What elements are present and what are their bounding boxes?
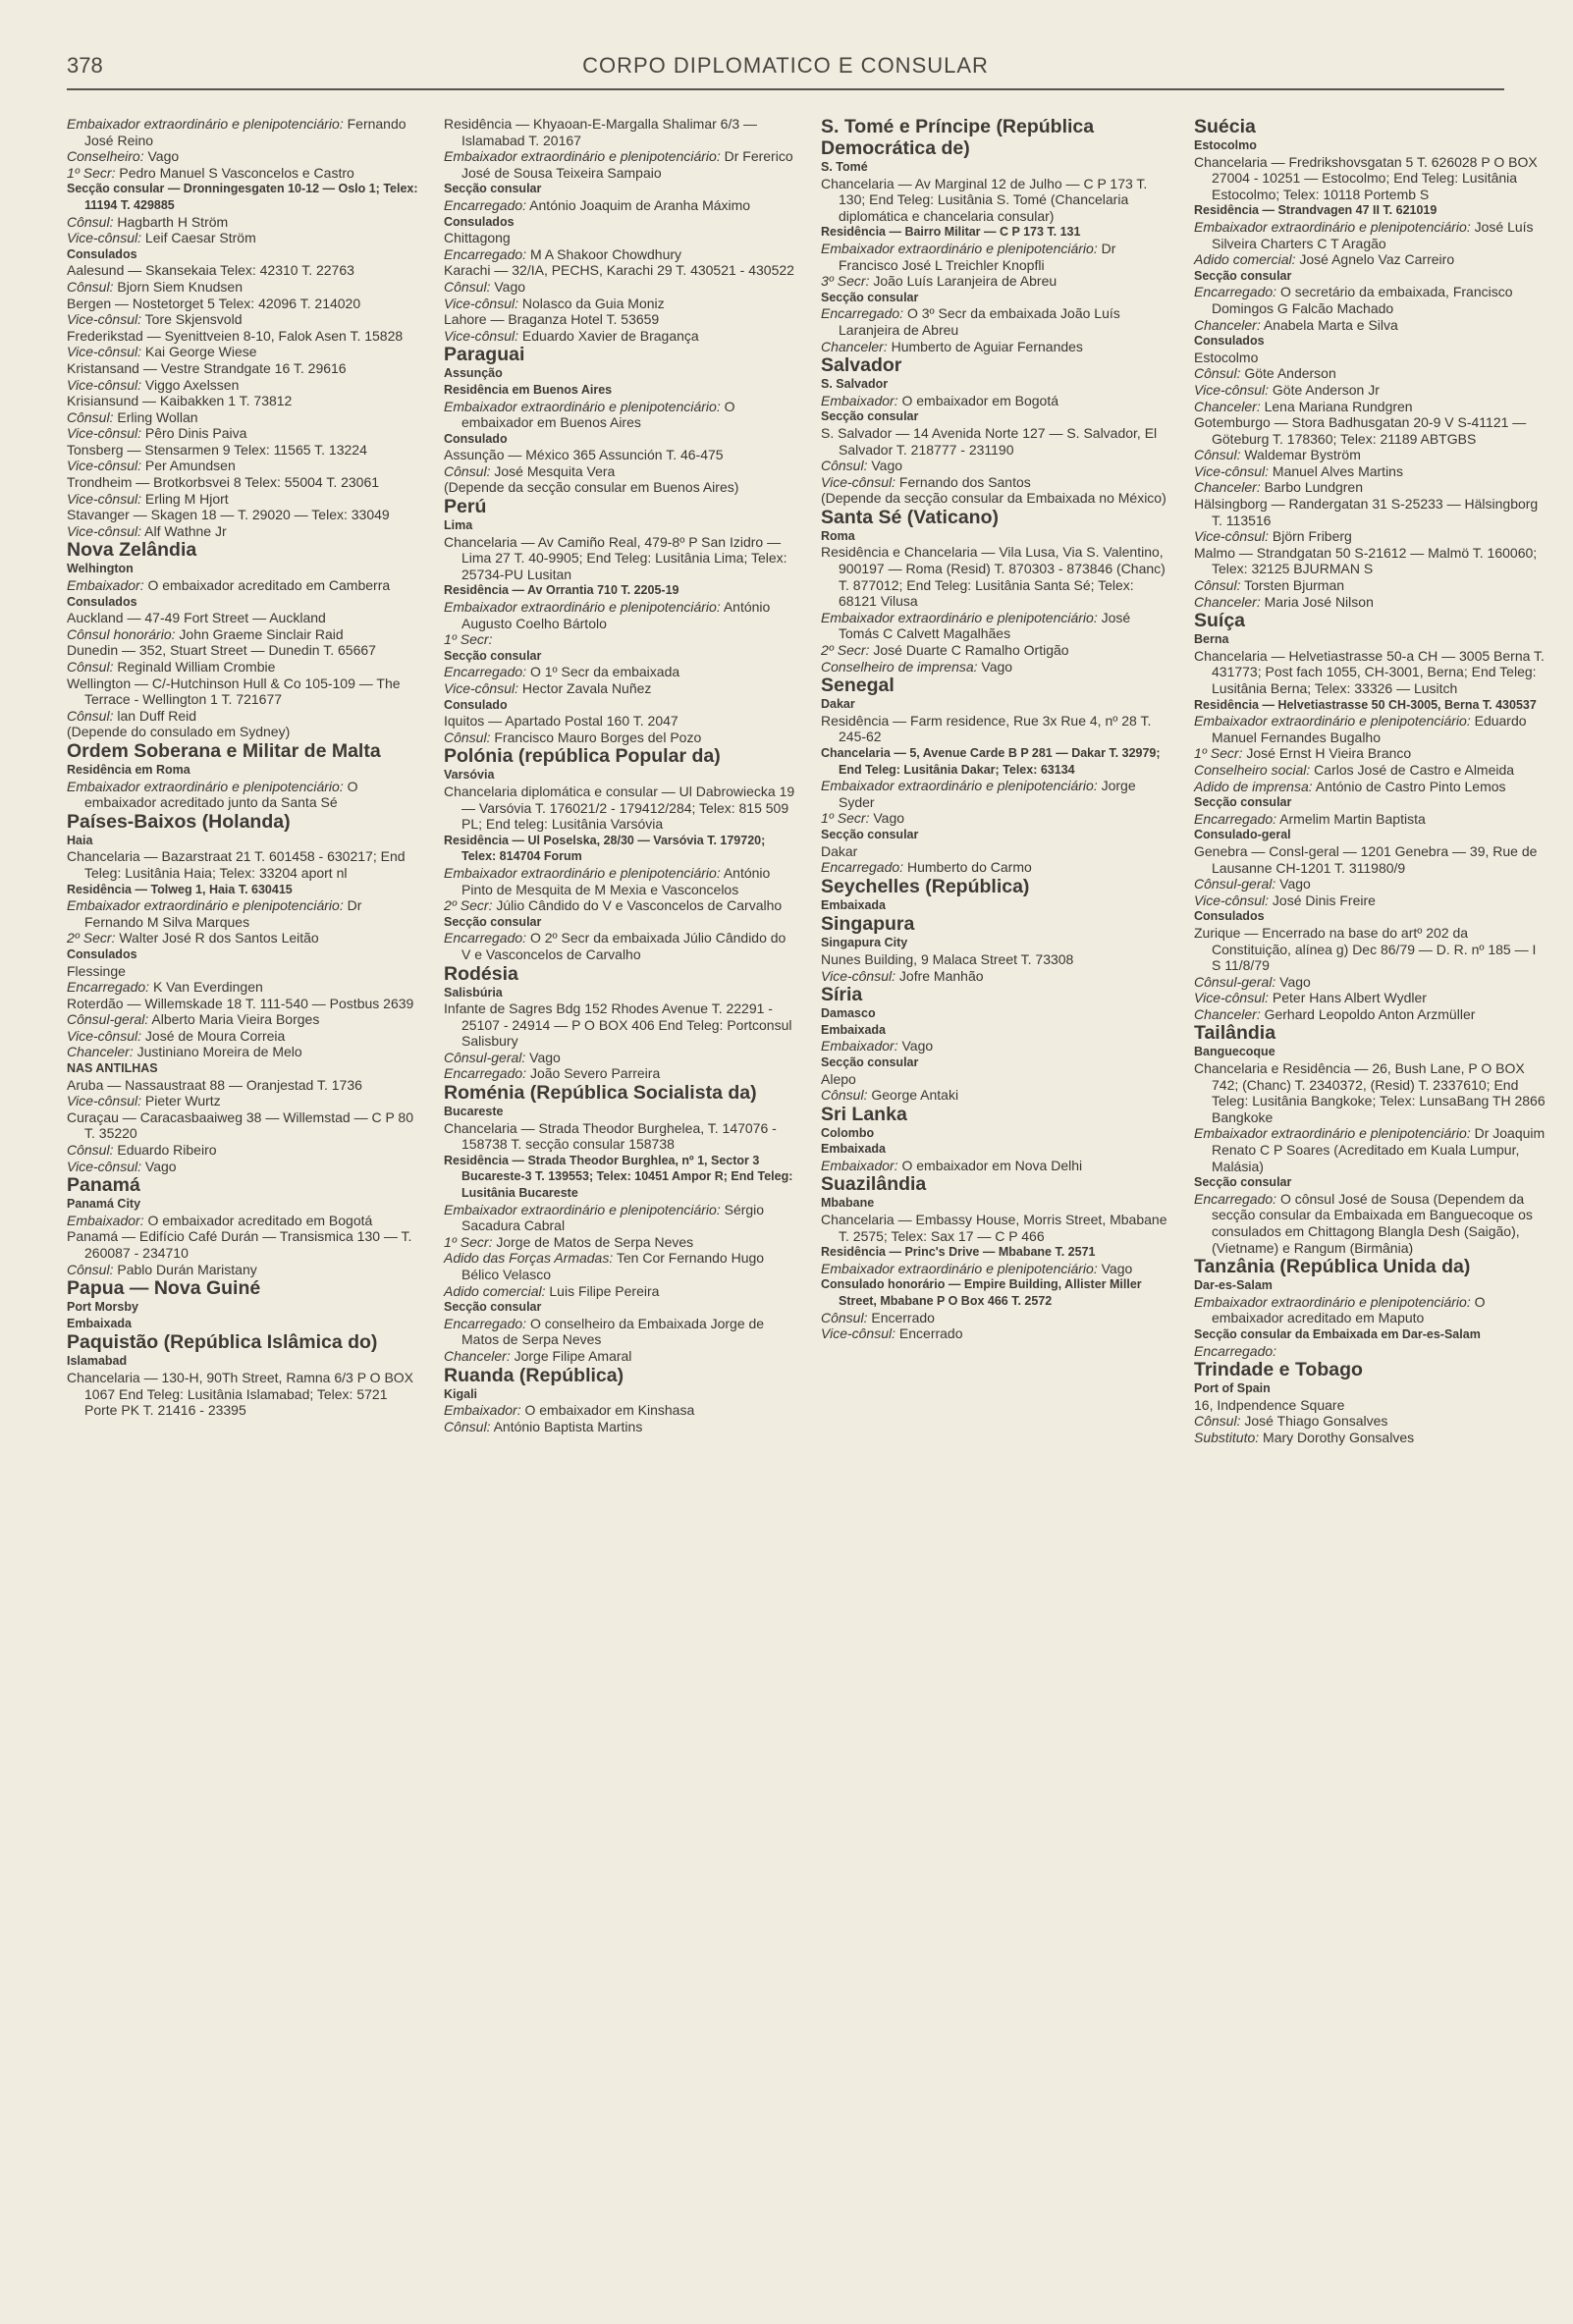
directory-entry: Cônsul-geral: Vago bbox=[444, 1049, 561, 1065]
directory-entry: Vice-cônsul: Jofre Manhão bbox=[821, 967, 984, 984]
city-heading: Varsóvia bbox=[444, 768, 495, 783]
directory-entry: Cônsul: Göte Anderson bbox=[1194, 365, 1336, 382]
directory-entry: Chanceler: Justiniano Moreira de Melo bbox=[67, 1044, 302, 1060]
directory-entry: Roterdão — Willemskade 18 T. 111-540 — Postbus 2639 bbox=[67, 995, 414, 1011]
directory-entry: Gotemburgo — Stora Badhusgatan 20-9 V S-41121 — Göteburg T. 178360; Telex: 21189 ABTGBS bbox=[1194, 414, 1527, 447]
section-heading: Residência — Ul Poselska, 28/30 — Varsóvia T. 179720; Telex: 814704 Forum bbox=[444, 833, 766, 864]
section-heading: Consulados bbox=[1194, 334, 1265, 349]
country-heading: Ordem Soberana e Militar de Malta bbox=[67, 739, 381, 762]
directory-entry: Embaixador extraordinário e plenipotenciário: José Tomás C Calvett Magalhães bbox=[821, 609, 1131, 642]
directory-entry: Embaixador: O embaixador acreditado em Camberra bbox=[67, 577, 391, 594]
directory-entry: Wellington — C/-Hutchinson Hull & Co 105-109 — The Terrace - Wellington 1 T. 721677 bbox=[67, 675, 401, 708]
directory-entry: Cônsul-geral: Alberto Maria Vieira Borges bbox=[67, 1011, 320, 1028]
directory-entry: Embaixador extraordinário e plenipotenciário: José Luís Silveira Charters C T Aragão bbox=[1194, 218, 1534, 251]
directory-entry: Encarregado: Humberto do Carmo bbox=[821, 859, 1032, 876]
directory-entry: Chanceler: Humberto de Aguiar Fernandes bbox=[821, 338, 1083, 354]
section-heading: Consulados bbox=[67, 946, 137, 961]
directory-entry: Vice-cônsul: Kai George Wiese bbox=[67, 344, 257, 360]
directory-entry: Encarregado: João Severo Parreira bbox=[444, 1065, 661, 1082]
directory-entry: Embaixador extraordinário e plenipotenciário: Jorge Syder bbox=[821, 778, 1136, 810]
directory-entry: Encarregado: O 3º Secr da embaixada João Luís Laranjeira de Abreu bbox=[821, 305, 1120, 338]
directory-entry: Chanceler: Lena Mariana Rundgren bbox=[1194, 398, 1413, 414]
directory-entry: Chancelaria diplomática e consular — Ul Dabrowiecka 19 — Varsóvia T. 176021/2 - 179412/284; Telex: 815 509 PL; End teleg: Lusitânia Varsóvia bbox=[444, 783, 795, 833]
directory-entry: Chancelaria — Embassy House, Morris Street, Mbabane T. 2575; Telex: Sax 17 — C P 466 bbox=[821, 1212, 1167, 1244]
city-heading: Haia bbox=[67, 833, 93, 847]
directory-entry: Conselheiro: Vago bbox=[67, 148, 180, 165]
directory-entry: Embaixador extraordinário e plenipotenciário: António Augusto Coelho Bártolo bbox=[444, 599, 771, 631]
section-heading: Residência — Tolweg 1, Haia T. 630415 bbox=[67, 882, 293, 896]
directory-entry: 2º Secr: Júlio Cândido do V e Vasconcelos de Carvalho bbox=[444, 897, 783, 914]
city-heading: Embaixada bbox=[67, 1316, 133, 1330]
city-heading: Islamabad bbox=[67, 1354, 128, 1369]
section-heading: Secção consular bbox=[1194, 1175, 1292, 1190]
directory-entry: Stavanger — Skagen 18 — T. 29020 — Telex: 33049 bbox=[67, 507, 390, 523]
directory-entry: Embaixador: O embaixador acreditado em Bogotá bbox=[67, 1212, 373, 1228]
directory-entry: Adido comercial: Luis Filipe Pereira bbox=[444, 1282, 660, 1299]
directory-entry: Cônsul: Erling Wollan bbox=[67, 408, 198, 425]
column-2 bbox=[444, 116, 795, 1434]
directory-entry: Chancelaria — Strada Theodor Burghelea, T. 147076 - 158738 T. secção consular 158738 bbox=[444, 1119, 777, 1153]
directory-entry: Nunes Building, 9 Malaca Street T. 73308 bbox=[821, 950, 1074, 967]
directory-entry: Aruba — Nassaustraat 88 — Oranjestad T. 1736 bbox=[67, 1076, 362, 1093]
directory-entry: Chanceler: Gerhard Leopoldo Anton Arzmüller bbox=[1194, 1005, 1476, 1022]
section-heading: Chancelaria — 5, Avenue Carde B P 281 — Dakar T. 32979; End Teleg: Lusitânia Dakar; Telex: 63134 bbox=[821, 746, 1161, 777]
directory-entry: Vice-cônsul: Manuel Alves Martins bbox=[1194, 462, 1403, 479]
country-heading: Sri Lanka bbox=[821, 1103, 907, 1125]
directory-entry: Cônsul: Encerrado bbox=[821, 1309, 935, 1325]
section-heading: Consulado-geral bbox=[1194, 828, 1291, 842]
running-title: CORPO DIPLOMATICO E CONSULAR bbox=[582, 53, 989, 78]
section-heading: Secção consular bbox=[1194, 268, 1292, 283]
city-heading: Embaixada bbox=[821, 897, 887, 912]
city-heading: Banguecoque bbox=[1194, 1045, 1275, 1059]
directory-entry: Lahore — Braganza Hotel T. 53659 bbox=[444, 311, 660, 328]
column-3 bbox=[821, 116, 1172, 1342]
directory-entry: Vice-cônsul: Peter Hans Albert Wydler bbox=[1194, 990, 1427, 1006]
section-heading: Secção consular bbox=[821, 827, 919, 841]
directory-entry: Vice-cônsul: Hector Zavala Nuñez bbox=[444, 680, 652, 696]
directory-entry: Substituto: Mary Dorothy Gonsalves bbox=[1194, 1429, 1415, 1445]
section-heading: Secção consular bbox=[444, 914, 542, 929]
country-heading: Perú bbox=[444, 496, 487, 518]
directory-entry: (Depende da secção consular da Embaixada no México) bbox=[821, 490, 1166, 507]
directory-entry: Dunedin — 352, Stuart Street — Dunedin T. 65667 bbox=[67, 642, 376, 659]
directory-entry: Embaixador extraordinário e plenipotenciário: Fernando José Reino bbox=[67, 116, 407, 148]
directory-entry: (Depende do consulado em Sydney) bbox=[67, 724, 291, 740]
directory-entry: Hälsingborg — Randergatan 31 S-25233 — Hälsingborg T. 113516 bbox=[1194, 496, 1539, 528]
directory-entry: Chancelaria — 130-H, 90Th Street, Ramna 6/3 P O BOX 1067 End Teleg: Lusitânia Islamabad; Telex: 5721 Porte PK T. 21416 - 23395 bbox=[67, 1369, 414, 1419]
directory-entry: (Depende da secção consular em Buenos Aires) bbox=[444, 479, 739, 496]
directory-entry: 1º Secr: Vago bbox=[821, 810, 905, 827]
directory-entry: Auckland — 47-49 Fort Street — Auckland bbox=[67, 610, 326, 626]
section-heading: Residência — Strada Theodor Burghlea, nº 1, Sector 3 Bucareste-3 T. 139553; Telex: 10451 Ampor R; End Teleg: Lusitânia Bucareste bbox=[444, 1153, 793, 1201]
directory-entry: Embaixador: Vago bbox=[821, 1038, 934, 1054]
directory-entry: 1º Secr: Jorge de Matos de Serpa Neves bbox=[444, 1233, 694, 1250]
city-heading: S. Salvador bbox=[821, 377, 889, 392]
directory-entry: Vice-cônsul: Encerrado bbox=[821, 1325, 963, 1342]
directory-entry: Vice-cônsul: José Dinis Freire bbox=[1194, 892, 1376, 908]
directory-entry: 2º Secr: José Duarte C Ramalho Ortigão bbox=[821, 642, 1069, 659]
directory-entry: Encarregado: O secretário da embaixada, Francisco Domingos G Falcão Machado bbox=[1194, 284, 1513, 316]
directory-entry: Cônsul: George Antaki bbox=[821, 1087, 959, 1104]
section-heading: Consulado honorário — Empire Building, Allister Miller Street, Mbabane P O Box 466 T. 2572 bbox=[821, 1277, 1142, 1309]
directory-entry: Cônsul honorário: John Graeme Sinclair Raid bbox=[67, 625, 344, 642]
country-heading: Singapura bbox=[821, 913, 915, 936]
directory-entry: 3º Secr: João Luís Laranjeira de Abreu bbox=[821, 273, 1058, 290]
directory-entry: Embaixador extraordinário e plenipotenciário: O embaixador em Buenos Aires bbox=[444, 398, 735, 431]
country-heading: Salvador bbox=[821, 354, 902, 377]
page-header bbox=[67, 49, 1504, 90]
directory-entry: Embaixador extraordinário e plenipotenciário: Eduardo Manuel Fernandes Bugalho bbox=[1194, 713, 1527, 745]
city-heading: Dakar bbox=[821, 697, 855, 712]
directory-entry: Vice-cônsul: Leif Caesar Ström bbox=[67, 230, 256, 246]
directory-entry: Residência — Farm residence, Rue 3x Rue 4, nº 28 T. 245-62 bbox=[821, 712, 1152, 745]
directory-entry: Cônsul: Eduardo Ribeiro bbox=[67, 1142, 217, 1159]
country-heading: Ruanda (República) bbox=[444, 1364, 624, 1386]
directory-entry: Vice-cônsul: Pieter Wurtz bbox=[67, 1093, 221, 1109]
section-heading: Consulado bbox=[444, 697, 508, 712]
section-heading: Residência — Bairro Militar — C P 173 T. 131 bbox=[821, 225, 1081, 240]
city-heading: Estocolmo bbox=[1194, 138, 1257, 152]
directory-entry: Encarregado: bbox=[1194, 1342, 1277, 1359]
directory-entry: Embaixador: O embaixador em Nova Delhi bbox=[821, 1157, 1083, 1173]
city-heading: Salisbúria bbox=[444, 985, 503, 1000]
country-heading: Seychelles (República) bbox=[821, 875, 1030, 897]
directory-entry: Encarregado: Armelim Martin Baptista bbox=[1194, 810, 1426, 827]
column-1 bbox=[67, 116, 418, 1419]
directory-entry: Curaçau — Caracasbaaiweg 38 — Willemstad — C P 80 T. 35220 bbox=[67, 1108, 414, 1142]
country-heading: Rodésia bbox=[444, 962, 518, 985]
directory-entry: Vice-cônsul: Eduardo Xavier de Bragança bbox=[444, 327, 699, 344]
section-heading: NAS ANTILHAS bbox=[67, 1061, 158, 1076]
section-heading: Secção consular bbox=[1194, 795, 1292, 810]
section-heading: Secção consular bbox=[444, 648, 542, 663]
city-heading: S. Tomé bbox=[821, 160, 868, 174]
directory-entry: Cônsul: Bjorn Siem Knudsen bbox=[67, 278, 243, 295]
directory-entry: Embaixador extraordinário e plenipotenciário: O embaixador acreditado em Maputo bbox=[1194, 1293, 1486, 1326]
directory-entry: Cônsul: Torsten Bjurman bbox=[1194, 577, 1345, 594]
directory-entry: Cônsul: Francisco Mauro Borges del Pozo bbox=[444, 729, 702, 745]
directory-entry: Zurique — Encerrado na base do artº 202 da Constituição, alínea g) Dec 86/79 — D. R. nº 185 — I S 11/8/79 bbox=[1194, 924, 1537, 974]
section-heading: Residência — Princ's Drive — Mbabane T. 2571 bbox=[821, 1245, 1096, 1260]
directory-entry: 16, Indpendence Square bbox=[1194, 1396, 1345, 1413]
section-heading: Consulado bbox=[444, 431, 508, 446]
directory-entry: Cônsul: Vago bbox=[821, 458, 903, 474]
directory-entry: Embaixador: O embaixador em Kinshasa bbox=[444, 1402, 695, 1419]
directory-entry: Vice-cônsul: Nolasco da Guia Moniz bbox=[444, 295, 665, 311]
directory-entry: Encarregado: O 1º Secr da embaixada bbox=[444, 664, 680, 680]
country-heading: Panamá bbox=[67, 1174, 140, 1197]
directory-entry: Conselheiro social: Carlos José de Castro e Almeida bbox=[1194, 761, 1515, 778]
directory-entry: 1º Secr: José Ernst H Vieira Branco bbox=[1194, 745, 1412, 762]
section-heading: Residência em Roma bbox=[67, 762, 190, 777]
city-heading: Kigali bbox=[444, 1386, 478, 1401]
directory-entry: Encarregado: O cônsul José de Sousa (Dependem da secção consular da Embaixada em Banguecoque os consulados em Chittagong Blangla Desh (Saigão), (Vietname) e Rangum (Birmânia) bbox=[1194, 1190, 1533, 1256]
directory-entry: Cônsul: Reginald William Crombie bbox=[67, 659, 276, 675]
directory-entry: Chittagong bbox=[444, 230, 511, 246]
directory-entry: Cônsul: Vago bbox=[444, 278, 526, 295]
directory-entry: Panamá — Edifício Café Durán — Transismica 130 — T. 260087 - 234710 bbox=[67, 1228, 412, 1261]
city-heading: Panamá City bbox=[67, 1197, 141, 1212]
directory-entry: Vice-cônsul: José de Moura Correia bbox=[67, 1027, 286, 1044]
country-heading: Senegal bbox=[821, 675, 895, 697]
directory-entry: Genebra — Consl-geral — 1201 Genebra — 39, Rue de Lausanne CH-1201 T. 311980/9 bbox=[1194, 842, 1538, 876]
directory-entry: Conselheiro de imprensa: Vago bbox=[821, 658, 1013, 675]
directory-entry: Residência e Chancelaria — Vila Lusa, Via S. Valentino, 900197 — Roma (Resid) T. 870303 - 873846 (Chanc) T. 877012; End Teleg: Lusitânia Santa Sé; Telex: 68121 Vilusa bbox=[821, 544, 1166, 610]
directory-entry: Malmo — Strandgatan 50 S-21612 — Malmö T. 160060; Telex: 32125 BJURMAN S bbox=[1194, 544, 1538, 577]
country-heading: Suíça bbox=[1194, 610, 1246, 632]
column-4 bbox=[1194, 116, 1546, 1446]
directory-entry: 2º Secr: Walter José R dos Santos Leitão bbox=[67, 930, 319, 946]
directory-entry: Encarregado: O conselheiro da Embaixada Jorge de Matos de Serpa Neves bbox=[444, 1315, 765, 1348]
directory-entry: Kristansand — Vestre Strandgate 16 T. 29616 bbox=[67, 359, 347, 376]
directory-entry: S. Salvador — 14 Avenida Norte 127 — S. Salvador, El Salvador T. 218777 - 231190 bbox=[821, 424, 1158, 458]
directory-entry: Chancelaria e Residência — 26, Bush Lane, P O BOX 742; (Chanc) T. 2340372, (Resid) T. 2337610; End Teleg: Lusitânia Bangkoke; Telex: LunsaBang TH 2866 Bangkoke bbox=[1194, 1060, 1546, 1125]
directory-entry: Embaixador extraordinário e plenipotenciário: Dr Joaquim Renato C P Soares (Acreditado em Kuala Lumpur, Malásia) bbox=[1194, 1125, 1546, 1174]
directory-entry: Embaixador extraordinário e plenipotenciário: Dr Fernando M Silva Marques bbox=[67, 897, 362, 930]
section-heading: Embaixada bbox=[821, 1142, 887, 1157]
country-heading: Paquistão (República Islâmica do) bbox=[67, 1331, 378, 1354]
section-heading: Secção consular bbox=[821, 1054, 919, 1069]
country-heading: Papua — Nova Guiné bbox=[67, 1277, 261, 1300]
directory-entry: Chanceler: Barbo Lundgren bbox=[1194, 479, 1364, 496]
directory-entry: Iquitos — Apartado Postal 160 T. 2047 bbox=[444, 713, 678, 730]
directory-entry: Chancelaria — Fredrikshovsgatan 5 T. 626028 P O BOX 27004 - 10251 — Estocolmo; End Teleg: Lusitânia Estocolmo; Telex: 10118 Portemb S bbox=[1194, 153, 1538, 202]
directory-entry: Encarregado: António Joaquim de Aranha Máximo bbox=[444, 196, 751, 213]
directory-entry: Frederikstad — Syenittveien 8-10, Falok Asen T. 15828 bbox=[67, 327, 404, 344]
directory-entry: Bergen — Nostetorget 5 Telex: 42096 T. 214020 bbox=[67, 295, 361, 311]
section-heading: Secção consular da Embaixada em Dar-es-Salam bbox=[1194, 1326, 1481, 1341]
directory-entry: Aalesund — Skansekaia Telex: 42310 T. 22763 bbox=[67, 262, 354, 279]
directory-entry: Estocolmo bbox=[1194, 349, 1259, 365]
directory-entry: Chancelaria — Helvetiastrasse 50-a CH — 3005 Berna T. 431773; Post fach 1055, CH-3001, Berna; End Teleg: Lusitânia Berna; Telex: 33326 — Lusitch bbox=[1194, 647, 1545, 696]
country-heading: Paraguai bbox=[444, 344, 525, 366]
directory-entry: Cônsul: Hagbarth H Ström bbox=[67, 213, 229, 230]
country-heading: Países-Baixos (Holanda) bbox=[67, 810, 291, 833]
directory-entry: Embaixador extraordinário e plenipotenciário: Dr Fererico José de Sousa Teixeira Sampaio bbox=[444, 148, 793, 181]
directory-entry: Vice-cônsul: Alf Wathne Jr bbox=[67, 522, 227, 539]
directory-entry: Cônsul: Waldemar Byström bbox=[1194, 447, 1361, 463]
country-heading: Suazilândia bbox=[821, 1173, 927, 1196]
city-heading: Port Morsby bbox=[67, 1300, 138, 1315]
directory-entry: Cônsul: José Thiago Gonsalves bbox=[1194, 1413, 1388, 1430]
directory-entry: Encarregado: O 2º Secr da embaixada Júlio Cândido do V e Vasconcelos de Carvalho bbox=[444, 930, 786, 962]
directory-entry: Cônsul: Pablo Durán Maristany bbox=[67, 1261, 257, 1277]
directory-entry: Residência — Khyaoan-E-Margalla Shalimar 6/3 — Islamabad T. 20167 bbox=[444, 116, 758, 148]
directory-entry: Vice-cônsul: Göte Anderson Jr bbox=[1194, 381, 1380, 398]
section-heading: Residência em Buenos Aires bbox=[444, 382, 613, 397]
directory-entry: Adido de imprensa: António de Castro Pinto Lemos bbox=[1194, 778, 1506, 794]
city-heading: Welhington bbox=[67, 562, 134, 576]
country-heading: Roménia (República Socialista da) bbox=[444, 1082, 757, 1105]
directory-entry: Chanceler: Maria José Nilson bbox=[1194, 593, 1374, 610]
country-heading: Tailândia bbox=[1194, 1022, 1276, 1045]
section-heading: Secção consular bbox=[821, 290, 919, 304]
directory-entry: Encarregado: K Van Everdingen bbox=[67, 979, 263, 996]
section-heading: Residência — Strandvagen 47 II T. 621019 bbox=[1194, 203, 1437, 218]
directory-entry: Embaixador extraordinário e plenipotenciário: O embaixador acreditado junto da Santa Sé bbox=[67, 778, 358, 811]
directory-entry: Embaixador: O embaixador em Bogotá bbox=[821, 392, 1059, 408]
city-heading: Bucareste bbox=[444, 1105, 504, 1119]
city-heading: Assunção bbox=[444, 366, 503, 381]
directory-entry: Cônsul-geral: Vago bbox=[1194, 973, 1311, 990]
page-number: 378 bbox=[67, 53, 103, 78]
directory-entry: Encarregado: M A Shakoor Chowdhury bbox=[444, 245, 682, 262]
directory-entry: Embaixador extraordinário e plenipotenciário: António Pinto de Mesquita de M Mexia e Vasconcelos bbox=[444, 864, 771, 897]
city-heading: Mbabane bbox=[821, 1196, 875, 1211]
city-heading: Roma bbox=[821, 528, 855, 543]
directory-entry: Chanceler: Jorge Filipe Amaral bbox=[444, 1347, 632, 1364]
section-heading: Secção consular bbox=[444, 1300, 542, 1315]
directory-entry: Chancelaria — Av Marginal 12 de Julho — C P 173 T. 130; End Teleg: Lusitânia S. Tomé (Chancelaria diplomática e chancelaria consular) bbox=[821, 175, 1148, 224]
directory-entry: Vice-cônsul: Vago bbox=[67, 1158, 177, 1174]
city-heading: Dar-es-Salam bbox=[1194, 1278, 1273, 1293]
directory-entry: Cônsul: lan Duff Reid bbox=[67, 707, 197, 724]
directory-entry: Cônsul: António Baptista Martins bbox=[444, 1418, 643, 1434]
country-heading: Tanzânia (República Unida da) bbox=[1194, 1256, 1471, 1278]
directory-entry: Infante de Sagres Bdg 152 Rhodes Avenue T. 22291 - 25107 - 24914 — P O BOX 406 End Teleg: Portconsul Salisbury bbox=[444, 1000, 792, 1050]
section-heading: Consulados bbox=[67, 594, 137, 609]
section-heading: Residência — Helvetiastrasse 50 CH-3005, Berna T. 430537 bbox=[1194, 697, 1537, 712]
city-heading: Berna bbox=[1194, 632, 1229, 647]
section-heading: Secção consular bbox=[444, 182, 542, 196]
directory-entry: Vice-cônsul: Erling M Hjort bbox=[67, 490, 229, 507]
directory-entry: Cônsul-geral: Vago bbox=[1194, 876, 1311, 892]
directory-entry: Assunção — México 365 Assunción T. 46-475 bbox=[444, 447, 724, 463]
section-heading: Consulados bbox=[444, 214, 515, 229]
country-heading: S. Tomé e Príncipe (República Democrática de) bbox=[821, 116, 1095, 159]
directory-entry: Vice-cônsul: Pêro Dinis Paiva bbox=[67, 425, 247, 442]
directory-entry: Chancelaria — Av Camiño Real, 479-8º P San Izidro — Lima 27 T. 40-9905; End Teleg: Lusitânia Lima; Telex: 25734-PU Lusitan bbox=[444, 533, 787, 582]
country-heading: Suécia bbox=[1194, 116, 1256, 137]
directory-entry: Dakar bbox=[821, 842, 858, 859]
directory-entry: Cônsul: José Mesquita Vera bbox=[444, 462, 616, 479]
section-heading: Secção consular — Dronningesgaten 10-12 — Oslo 1; Telex: 11194 T. 429885 bbox=[67, 182, 418, 212]
directory-entry: 1º Secr: bbox=[444, 631, 493, 648]
section-heading: Secção consular bbox=[821, 409, 919, 424]
country-heading: Síria bbox=[821, 984, 863, 1006]
directory-entry: Embaixador extraordinário e plenipotenciário: Vago bbox=[821, 1260, 1133, 1276]
directory-entry: Vice-cônsul: Fernando dos Santos bbox=[821, 473, 1031, 490]
directory-entry: Alepo bbox=[821, 1070, 856, 1087]
section-heading: Consulados bbox=[67, 246, 137, 261]
directory-entry: Chanceler: Anabela Marta e Silva bbox=[1194, 316, 1398, 333]
directory-entry: Vice-cônsul: Tore Skjensvold bbox=[67, 311, 243, 328]
city-heading: Singapura City bbox=[821, 936, 908, 950]
directory-entry: Embaixador extraordinário e plenipotenciário: Dr Francisco José L Treichler Knopfli bbox=[821, 240, 1116, 273]
city-heading: Damasco bbox=[821, 1006, 876, 1021]
country-heading: Santa Sé (Vaticano) bbox=[821, 506, 999, 528]
directory-entry: Vice-cônsul: Björn Friberg bbox=[1194, 528, 1352, 545]
directory-entry: Trondheim — Brotkorbsvei 8 Telex: 55004 T. 23061 bbox=[67, 474, 380, 491]
directory-entry: Chancelaria — Bazarstraat 21 T. 601458 - 630217; End Teleg: Lusitânia Haia; Telex: 33204 aport nl bbox=[67, 848, 406, 881]
section-heading: Embaixada bbox=[821, 1022, 887, 1037]
directory-entry: Krisiansund — Kaibakken 1 T. 73812 bbox=[67, 393, 293, 409]
directory-entry: Adido comercial: José Agnelo Vaz Carreiro bbox=[1194, 251, 1455, 268]
directory-entry: Vice-cônsul: Per Amundsen bbox=[67, 458, 236, 474]
directory-entry: Tonsberg — Stensarmen 9 Telex: 11565 T. 13224 bbox=[67, 441, 367, 458]
city-heading: Colombo bbox=[821, 1125, 875, 1140]
directory-entry: 1º Secr: Pedro Manuel S Vasconcelos e Castro bbox=[67, 164, 354, 181]
city-heading: Lima bbox=[444, 518, 473, 533]
directory-entry: Embaixador extraordinário e plenipotenciário: Sérgio Sacadura Cabral bbox=[444, 1201, 765, 1234]
directory-entry: Flessinge bbox=[67, 962, 126, 979]
directory-entry: Karachi — 32/IA, PECHS, Karachi 29 T. 430521 - 430522 bbox=[444, 262, 794, 279]
directory-entry: Vice-cônsul: Viggo Axelssen bbox=[67, 376, 240, 393]
directory-entry: Adido das Forças Armadas: Ten Cor Fernando Hugo Bélico Velasco bbox=[444, 1250, 765, 1282]
city-heading: Port of Spain bbox=[1194, 1381, 1271, 1396]
country-heading: Polónia (república Popular da) bbox=[444, 745, 721, 768]
section-heading: Residência — Av Orrantia 710 T. 2205-19 bbox=[444, 583, 679, 598]
country-heading: Trindade e Tobago bbox=[1194, 1359, 1363, 1381]
section-heading: Consulados bbox=[1194, 909, 1265, 924]
country-heading: Nova Zelândia bbox=[67, 539, 197, 562]
